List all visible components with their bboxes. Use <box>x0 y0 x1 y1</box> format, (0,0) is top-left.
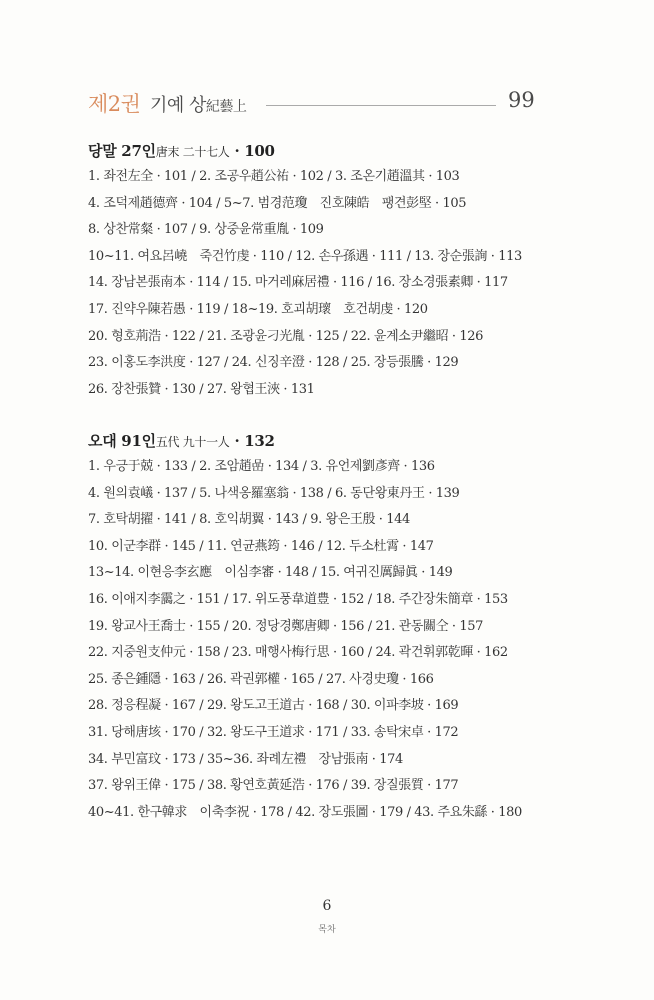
page-number: 6 <box>322 898 332 914</box>
toc-entry: 1. 우긍于兢 · 133 / 2. 조암趙嵒 · 134 / 3. 유언제劉彥齊 · 136 <box>88 459 435 474</box>
toc-entry: 13~14. 이현응李玄應 이심李審 · 148 / 15. 여귀진厲歸眞 · 149 <box>88 565 453 581</box>
section-heading <box>88 428 588 454</box>
chapter-number: 제2권 <box>88 92 141 116</box>
toc-entry: 40~41. 한구韓求 이축李祝 · 178 / 42. 장도張圖 · 179 / 43. 주요朱繇 · 180 <box>88 804 522 820</box>
chapter-page-ref: 99 <box>508 88 535 112</box>
toc-entry: 20. 형호荊浩 · 122 / 21. 조광윤刁光胤 · 125 / 22. 윤계소尹繼昭 · 126 <box>88 328 484 344</box>
toc-entry: 7. 호탁胡擢 · 141 / 8. 호익胡翼 · 143 / 9. 왕은王殷 · 144 <box>88 512 410 528</box>
toc-entry: 17. 진약우陳若愚 · 119 / 18~19. 호괴胡瓌 호건胡虔 · 120 <box>88 301 428 317</box>
chapter-title-korean: 기예 상 <box>150 95 206 116</box>
toc-entry: 31. 당해唐垓 · 170 / 32. 왕도구王道求 · 171 / 33. 송탁宋卓 · 172 <box>88 724 459 740</box>
section-heading <box>88 138 588 164</box>
toc-entry: 37. 왕위王偉 · 175 / 38. 황연호黃延浩 · 176 / 39. 장질張質 · 177 <box>88 778 459 794</box>
toc-entry: 23. 이홍도李洪度 · 127 / 24. 신징辛澄 · 128 / 25. 장등張騰 · 129 <box>88 355 459 371</box>
toc-entry: 4. 조덕제趙德齊 · 104 / 5~7. 범경范瓊 진호陳皓 팽견彭堅 · 105 <box>88 195 467 211</box>
section-title: 당말 27인 <box>88 142 156 160</box>
section-page: · 132 <box>234 432 275 450</box>
chapter-title-hanja: 紀藝上 <box>205 99 247 115</box>
section-title: 오대 91인 <box>88 432 156 450</box>
toc-entry: 14. 장남본張南本 · 114 / 15. 마거레麻居禮 · 116 / 16. 장소경張素卿 · 117 <box>88 275 508 291</box>
toc-entry: 22. 지중원支仲元 · 158 / 23. 매행사梅行思 · 160 / 24. 곽건휘郭乾暉 · 162 <box>88 645 508 661</box>
section-title-hanja: 五代 九十一人 <box>155 435 230 449</box>
toc-entry: 28. 정응程凝 · 167 / 29. 왕도고王道古 · 168 / 30. 이파李坡 · 169 <box>88 698 459 714</box>
toc-entry: 10. 이군李群 · 145 / 11. 연균燕筠 · 146 / 12. 두소杜霄 · 147 <box>88 538 434 554</box>
toc-entry: 16. 이애지李靄之 · 151 / 17. 위도풍韋道豊 · 152 / 18. 주간장朱簡章 · 153 <box>88 591 508 607</box>
toc-entry: 1. 좌전左全 · 101 / 2. 조공우趙公祐 · 102 / 3. 조온기趙溫其 · 103 <box>88 169 460 184</box>
toc-entry: 26. 장찬張贊 · 130 / 27. 왕협王浹 · 131 <box>88 381 315 397</box>
chapter-header <box>88 88 548 118</box>
toc-entry: 10~11. 여요呂嶢 죽건竹虔 · 110 / 12. 손우孫遇 · 111 / 13. 장순張詢 · 113 <box>88 248 522 264</box>
toc-entry: 8. 상찬常粲 · 107 / 9. 상중윤常重胤 · 109 <box>88 222 324 238</box>
header-rule <box>266 105 496 106</box>
section-page: · 100 <box>234 142 275 160</box>
toc-entry: 19. 왕교사王喬士 · 155 / 20. 정당경鄭唐卿 · 156 / 21. 관동關仝 · 157 <box>88 618 484 634</box>
toc-entry: 34. 부민富玟 · 173 / 35~36. 좌례左禮 장남張南 · 174 <box>88 751 403 767</box>
section-title-hanja: 唐末 二十七人 <box>155 145 230 159</box>
section-five-dynasties <box>88 428 588 826</box>
section-tang-late <box>88 138 588 403</box>
chapter-title <box>150 91 246 117</box>
footer-label: 목차 <box>318 925 336 935</box>
toc-entry: 25. 종은鍾隱 · 163 / 26. 곽권郭權 · 165 / 27. 사경史瓊 · 166 <box>88 671 434 687</box>
toc-entry: 4. 원의袁嶬 · 137 / 5. 나색옹羅塞翁 · 138 / 6. 동단왕東丹王 · 139 <box>88 485 460 501</box>
